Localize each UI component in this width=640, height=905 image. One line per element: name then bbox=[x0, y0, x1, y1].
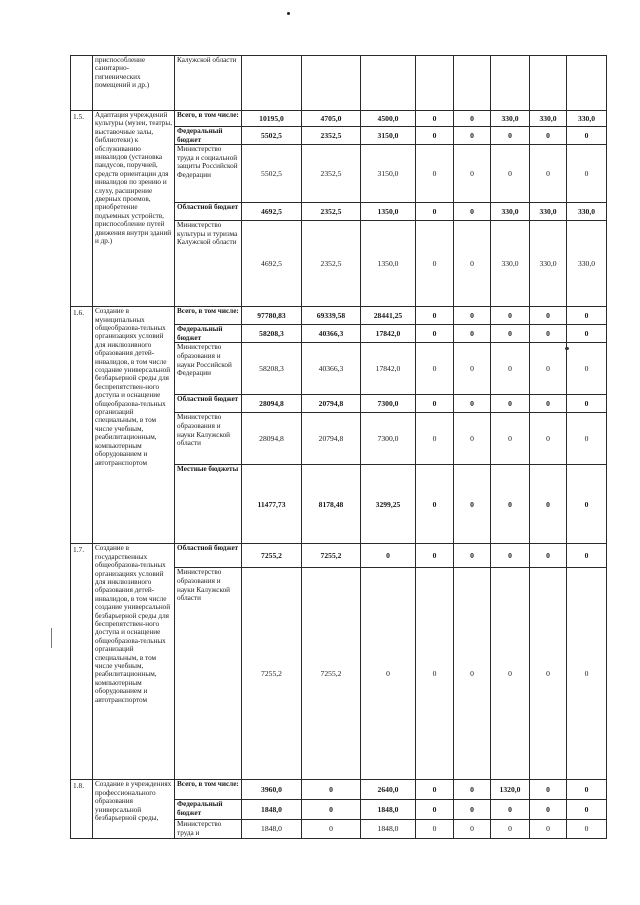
funding-source: Калужской области bbox=[175, 56, 242, 111]
table-row bbox=[71, 111, 607, 127]
amount-cell: 0 bbox=[491, 145, 530, 203]
amount-cell: 20794,8 bbox=[302, 395, 361, 413]
amount-cell: 40366,3 bbox=[302, 325, 361, 343]
amount-cell: 0 bbox=[530, 325, 567, 343]
amount-cell: 0 bbox=[567, 343, 607, 395]
funding-source: Областной бюджет bbox=[175, 395, 242, 413]
amount-cell: 40366,3 bbox=[302, 343, 361, 395]
amount-cell: 69339,58 bbox=[302, 307, 361, 325]
amount-cell: 0 bbox=[416, 413, 454, 465]
item-number bbox=[71, 56, 93, 111]
amount-cell: 0 bbox=[530, 413, 567, 465]
amount-cell: 330,0 bbox=[530, 203, 567, 221]
amount-cell: 0 bbox=[416, 395, 454, 413]
funding-source: Министерство образования и науки Калужской области bbox=[175, 413, 242, 465]
amount-cell: 0 bbox=[491, 800, 530, 820]
funding-table bbox=[70, 55, 607, 839]
amount-cell: 0 bbox=[454, 203, 491, 221]
amount-cell: 0 bbox=[454, 343, 491, 395]
funding-source: Областной бюджет bbox=[175, 544, 242, 568]
amount-cell: 0 bbox=[567, 800, 607, 820]
amount-cell: 17842,0 bbox=[361, 325, 416, 343]
amount-cell: 0 bbox=[530, 127, 567, 145]
amount-cell: 0 bbox=[454, 544, 491, 568]
amount-cell bbox=[302, 56, 361, 111]
amount-cell: 0 bbox=[530, 343, 567, 395]
amount-cell: 4500,0 bbox=[361, 111, 416, 127]
amount-cell: 0 bbox=[416, 111, 454, 127]
amount-cell: 28094,8 bbox=[242, 413, 302, 465]
amount-cell: 4692,5 bbox=[242, 203, 302, 221]
amount-cell: 0 bbox=[416, 820, 454, 838]
amount-cell: 1350,0 bbox=[361, 221, 416, 307]
amount-cell: 0 bbox=[454, 127, 491, 145]
funding-source: Федеральный бюджет bbox=[175, 325, 242, 343]
amount-cell: 330,0 bbox=[567, 111, 607, 127]
amount-cell: 5502,5 bbox=[242, 127, 302, 145]
amount-cell: 7255,2 bbox=[242, 544, 302, 568]
amount-cell: 5502,5 bbox=[242, 145, 302, 203]
amount-cell: 0 bbox=[454, 221, 491, 307]
amount-cell: 0 bbox=[567, 465, 607, 544]
amount-cell: 0 bbox=[416, 325, 454, 343]
amount-cell: 330,0 bbox=[530, 111, 567, 127]
amount-cell: 0 bbox=[567, 395, 607, 413]
amount-cell: 0 bbox=[530, 780, 567, 800]
item-description: Создание в муниципальных общеобразова-тельных организациях условий для инклюзивного образования детей-инвалидов, в том числе создание универсальной безбарьерной среды для беспрепятствен-ного доступа и оснащение общеобразова-тельных организаций специальным, в том числе учебным, реабилитационным, компьютерным оборудованием и автотранспортом bbox=[93, 307, 175, 544]
amount-cell: 10195,0 bbox=[242, 111, 302, 127]
amount-cell: 0 bbox=[491, 568, 530, 780]
amount-cell: 0 bbox=[567, 568, 607, 780]
table-row bbox=[71, 780, 607, 800]
amount-cell: 0 bbox=[530, 800, 567, 820]
amount-cell: 7300,0 bbox=[361, 395, 416, 413]
amount-cell: 1848,0 bbox=[242, 820, 302, 838]
amount-cell: 97780,83 bbox=[242, 307, 302, 325]
amount-cell: 0 bbox=[530, 465, 567, 544]
table-row bbox=[71, 56, 607, 111]
amount-cell: 1848,0 bbox=[361, 800, 416, 820]
amount-cell: 0 bbox=[491, 127, 530, 145]
amount-cell bbox=[491, 56, 530, 111]
amount-cell: 4692,5 bbox=[242, 221, 302, 307]
amount-cell: 0 bbox=[491, 820, 530, 838]
amount-cell: 0 bbox=[454, 145, 491, 203]
funding-source: Министерство образования и науки Калужской области bbox=[175, 568, 242, 780]
amount-cell: 0 bbox=[416, 203, 454, 221]
amount-cell: 0 bbox=[530, 568, 567, 780]
item-number: 1.6. bbox=[71, 307, 93, 544]
amount-cell: 0 bbox=[567, 413, 607, 465]
amount-cell: 0 bbox=[530, 544, 567, 568]
funding-source: Всего, в том числе: bbox=[175, 111, 242, 127]
amount-cell: 0 bbox=[416, 221, 454, 307]
amount-cell: 0 bbox=[454, 568, 491, 780]
item-description: приспособление санитарно-гигиенических помещений и др.) bbox=[93, 56, 175, 111]
amount-cell: 0 bbox=[567, 145, 607, 203]
amount-cell: 3150,0 bbox=[361, 145, 416, 203]
amount-cell: 330,0 bbox=[491, 203, 530, 221]
amount-cell: 0 bbox=[491, 413, 530, 465]
amount-cell: 0 bbox=[491, 343, 530, 395]
table-body bbox=[71, 56, 607, 839]
amount-cell: 2352,5 bbox=[302, 221, 361, 307]
amount-cell bbox=[361, 56, 416, 111]
amount-cell: 58208,3 bbox=[242, 343, 302, 395]
amount-cell: 0 bbox=[454, 395, 491, 413]
funding-source: Всего, в том числе: bbox=[175, 780, 242, 800]
amount-cell: 0 bbox=[454, 111, 491, 127]
amount-cell: 20794,8 bbox=[302, 413, 361, 465]
amount-cell: 0 bbox=[454, 325, 491, 343]
amount-cell: 0 bbox=[567, 780, 607, 800]
table-row bbox=[71, 544, 607, 568]
amount-cell: 0 bbox=[302, 800, 361, 820]
amount-cell: 0 bbox=[530, 395, 567, 413]
amount-cell: 0 bbox=[454, 800, 491, 820]
amount-cell: 1350,0 bbox=[361, 203, 416, 221]
amount-cell: 1848,0 bbox=[242, 800, 302, 820]
amount-cell: 0 bbox=[416, 780, 454, 800]
item-description: Создание в государственных общеобразова-тельных организациях условий для инклюзивного образования детей-инвалидов, в том числе создание универсальной безбарьерной среды для беспрепятствен-ного доступа и оснащение общеобразова-тельных организаций специальным, в том числе учебным, реабилитационным, компьютерным оборудованием и автотранспортом bbox=[93, 544, 175, 780]
amount-cell: 2640,0 bbox=[361, 780, 416, 800]
amount-cell: 0 bbox=[416, 568, 454, 780]
item-number: 1.7. bbox=[71, 544, 93, 780]
amount-cell: 1848,0 bbox=[361, 820, 416, 838]
amount-cell: 7255,2 bbox=[242, 568, 302, 780]
amount-cell: 0 bbox=[491, 307, 530, 325]
amount-cell: 0 bbox=[454, 465, 491, 544]
amount-cell: 330,0 bbox=[567, 203, 607, 221]
amount-cell: 0 bbox=[567, 820, 607, 838]
amount-cell: 0 bbox=[416, 127, 454, 145]
amount-cell: 0 bbox=[416, 800, 454, 820]
amount-cell bbox=[242, 56, 302, 111]
funding-source: Министерство труда и bbox=[175, 820, 242, 838]
amount-cell: 0 bbox=[567, 307, 607, 325]
amount-cell: 330,0 bbox=[491, 221, 530, 307]
amount-cell: 0 bbox=[454, 820, 491, 838]
amount-cell bbox=[567, 56, 607, 111]
funding-source: Областной бюджет bbox=[175, 203, 242, 221]
amount-cell: 330,0 bbox=[491, 111, 530, 127]
amount-cell: 0 bbox=[454, 780, 491, 800]
amount-cell: 17842,0 bbox=[361, 343, 416, 395]
amount-cell: 58208,3 bbox=[242, 325, 302, 343]
item-description: Адаптация учреждений культуры (музеи, театры, выставочные залы, библиотеки) к обслуживанию инвалидов (установка пандусов, поручней, средств ориентации для инвалидов по зрению и слуху, расширение дверных проемов, приобретение подъемных устройств, приспособление путей движения внутри зданий и др.) bbox=[93, 111, 175, 307]
amount-cell: 2352,5 bbox=[302, 203, 361, 221]
amount-cell: 0 bbox=[416, 343, 454, 395]
funding-source: Министерство культуры и туризма Калужской области bbox=[175, 221, 242, 307]
amount-cell: 0 bbox=[530, 145, 567, 203]
amount-cell: 7255,2 bbox=[302, 568, 361, 780]
amount-cell: 0 bbox=[567, 325, 607, 343]
item-number: 1.5. bbox=[71, 111, 93, 307]
amount-cell: 0 bbox=[491, 325, 530, 343]
amount-cell: 0 bbox=[567, 544, 607, 568]
amount-cell: 330,0 bbox=[567, 221, 607, 307]
amount-cell: 0 bbox=[454, 307, 491, 325]
amount-cell: 0 bbox=[302, 820, 361, 838]
amount-cell: 4705,0 bbox=[302, 111, 361, 127]
amount-cell: 0 bbox=[454, 413, 491, 465]
funding-source: Министерство труда и социальной защиты Российской Федерации bbox=[175, 145, 242, 203]
funding-source: Федеральный бюджет bbox=[175, 127, 242, 145]
amount-cell: 1320,0 bbox=[491, 780, 530, 800]
amount-cell: 0 bbox=[416, 465, 454, 544]
amount-cell bbox=[454, 56, 491, 111]
amount-cell: 0 bbox=[491, 395, 530, 413]
amount-cell: 0 bbox=[302, 780, 361, 800]
scan-artifact bbox=[51, 628, 52, 648]
amount-cell: 28094,8 bbox=[242, 395, 302, 413]
funding-source: Всего, в том числе: bbox=[175, 307, 242, 325]
amount-cell: 7255,2 bbox=[302, 544, 361, 568]
amount-cell: 0 bbox=[361, 544, 416, 568]
amount-cell bbox=[416, 56, 454, 111]
table-row bbox=[71, 307, 607, 325]
amount-cell: 0 bbox=[416, 307, 454, 325]
amount-cell: 2352,5 bbox=[302, 145, 361, 203]
amount-cell: 2352,5 bbox=[302, 127, 361, 145]
amount-cell: 0 bbox=[416, 145, 454, 203]
funding-source: Местные бюджеты bbox=[175, 465, 242, 544]
amount-cell: 0 bbox=[567, 127, 607, 145]
amount-cell: 0 bbox=[530, 820, 567, 838]
amount-cell: 0 bbox=[491, 465, 530, 544]
funding-source: Министерство образования и науки Российской Федерации bbox=[175, 343, 242, 395]
amount-cell: 11477,73 bbox=[242, 465, 302, 544]
amount-cell: 0 bbox=[530, 307, 567, 325]
amount-cell bbox=[530, 56, 567, 111]
amount-cell: 3960,0 bbox=[242, 780, 302, 800]
amount-cell: 0 bbox=[491, 544, 530, 568]
amount-cell: 7300,0 bbox=[361, 413, 416, 465]
amount-cell: 3150,0 bbox=[361, 127, 416, 145]
amount-cell: 330,0 bbox=[530, 221, 567, 307]
funding-source: Федеральный бюджет bbox=[175, 800, 242, 820]
amount-cell: 8178,48 bbox=[302, 465, 361, 544]
amount-cell: 3299,25 bbox=[361, 465, 416, 544]
amount-cell: 0 bbox=[416, 544, 454, 568]
item-description: Создание в учреждениях профессионального образования универсальной безбарьерной среды, bbox=[93, 780, 175, 838]
scan-mark bbox=[287, 12, 290, 15]
scan-mark bbox=[565, 347, 569, 350]
amount-cell: 0 bbox=[361, 568, 416, 780]
item-number: 1.8. bbox=[71, 780, 93, 838]
amount-cell: 28441,25 bbox=[361, 307, 416, 325]
